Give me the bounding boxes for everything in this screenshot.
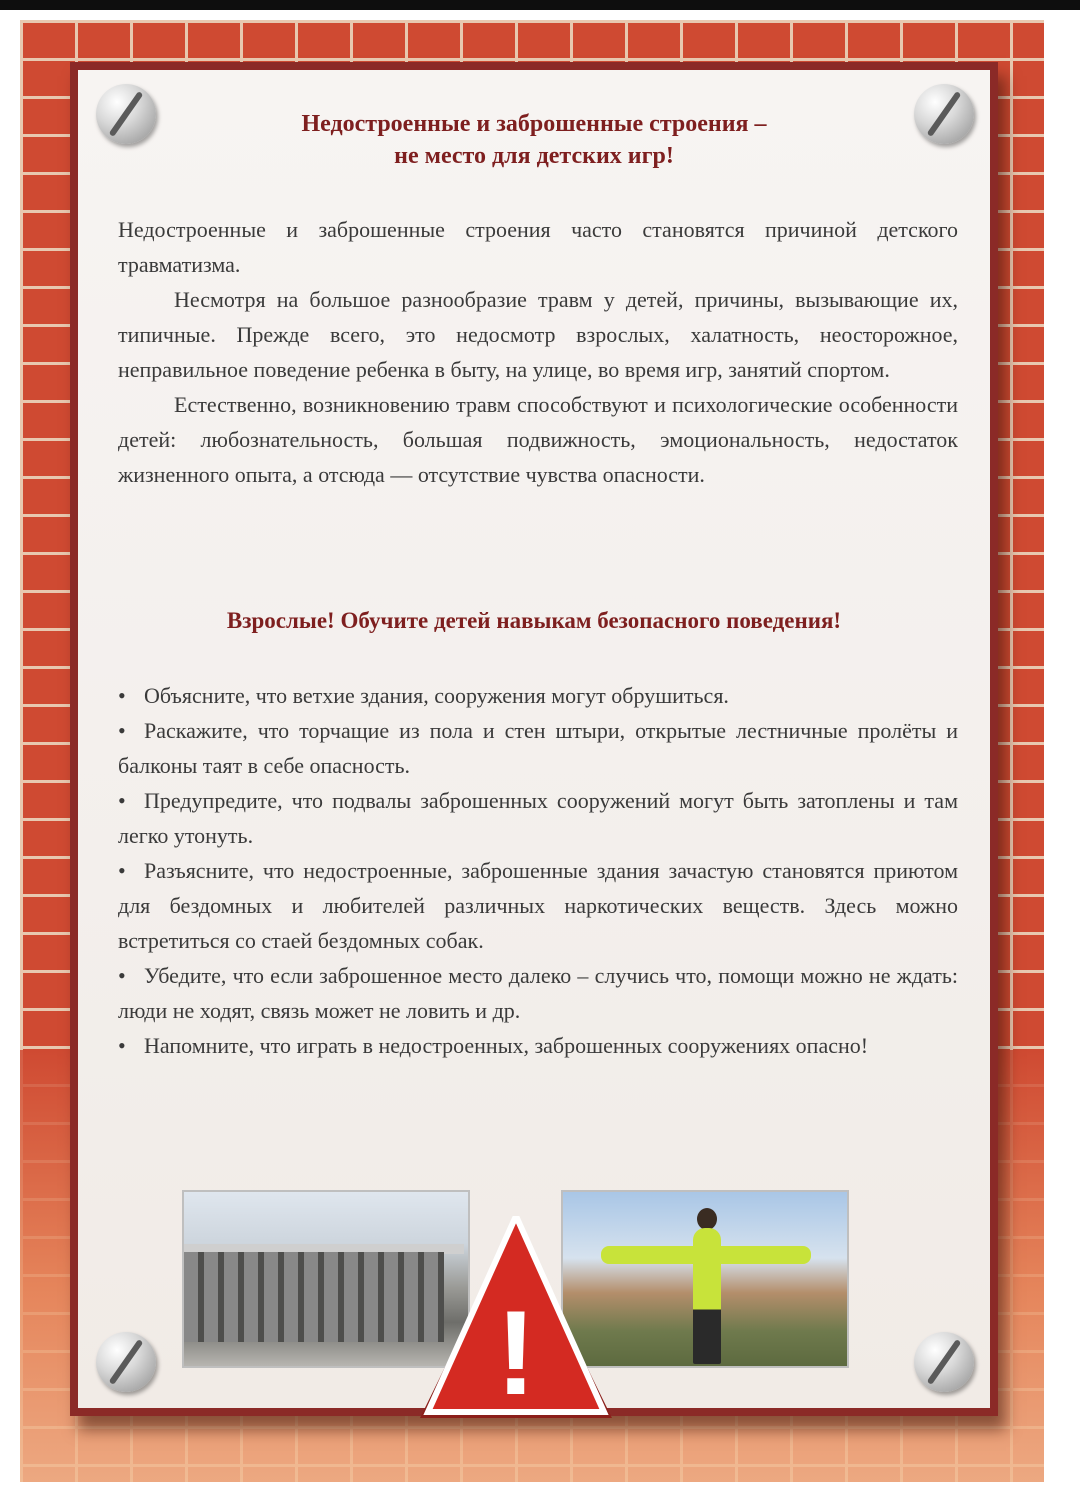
bullet-symbol: • (118, 858, 126, 883)
screw-icon (914, 1332, 974, 1392)
poster-title (78, 108, 990, 172)
advice-item (118, 1028, 958, 1063)
advice-item-text: Предупредите, что подвалы заброшенных сооружений могут быть затоплены и там легко утонуть. (118, 788, 958, 848)
advice-list (118, 678, 958, 1063)
bullet-symbol: • (118, 1033, 126, 1058)
screenshot-top-bar (0, 0, 1080, 10)
photo-building (184, 1252, 444, 1342)
advice-item (118, 783, 958, 853)
advice-item (118, 713, 958, 783)
advice-item-text: Объясните, что ветхие здания, сооружения могут обрушиться. (144, 683, 729, 708)
intro-paragraph: Естественно, возникновению травм способствуют и психологические особенности детей: любознательность, большая подвижность, эмоциональность, недостаток жизненного опыта, а отсюда — отсутствие чувства опасности. (118, 392, 958, 487)
poster-title-line-1: Недостроенные и заброшенные строения – (301, 111, 767, 137)
screw-icon (96, 1332, 156, 1392)
advice-item-text: Раскажите, что торчащие из пола и стен штыри, открытые лестничные пролёты и балконы таят в себе опасность. (118, 718, 958, 778)
intro-paragraph: Несмотря на большое разнообразие травм у детей, причины, вызывающие их, типичные. Прежде всего, это недосмотр взрослых, халатность, неосторожное, неправильное поведение ребенка в быту, на улице, во время игр, занятий спортом. (118, 287, 958, 382)
photo-person (693, 1228, 721, 1364)
photo-person-head (697, 1208, 717, 1230)
advice-item-text: Убедите, что если заброшенное место далеко – случись что, помощи можно не ждать: люди не ходят, связь может не ловить и др. (118, 963, 958, 1023)
advice-item (118, 678, 958, 713)
advice-heading: Взрослые! Обучите детей навыкам безопасного поведения! (226, 608, 842, 633)
screenshot-bottom-bar (0, 1483, 1080, 1503)
advice-item (118, 853, 958, 958)
poster-frame (70, 62, 998, 1420)
bullet-symbol: • (118, 683, 126, 708)
intro-paragraph: Недостроенные и заброшенные строения часто становятся причиной детского травматизма. (118, 217, 958, 277)
bullet-symbol: • (118, 788, 126, 813)
warning-triangle-icon (416, 1216, 616, 1424)
poster-title-line-2: не место для детских игр! (394, 143, 674, 169)
bullet-symbol: • (118, 963, 126, 988)
warning-mark: ! (496, 1286, 536, 1420)
advice-item-text: Разъясните, что недостроенные, заброшенные здания зачастую становятся приютом для бездомных и любителей различных наркотических веществ. Здесь можно встретиться со стаей бездомных собак. (118, 858, 958, 953)
intro-text (118, 212, 958, 492)
poster-paper (78, 70, 990, 1420)
advice-item (118, 958, 958, 1028)
bullet-symbol: • (118, 718, 126, 743)
advice-item-text: Напомните, что играть в недостроенных, заброшенных сооружениях опасно! (144, 1033, 869, 1058)
